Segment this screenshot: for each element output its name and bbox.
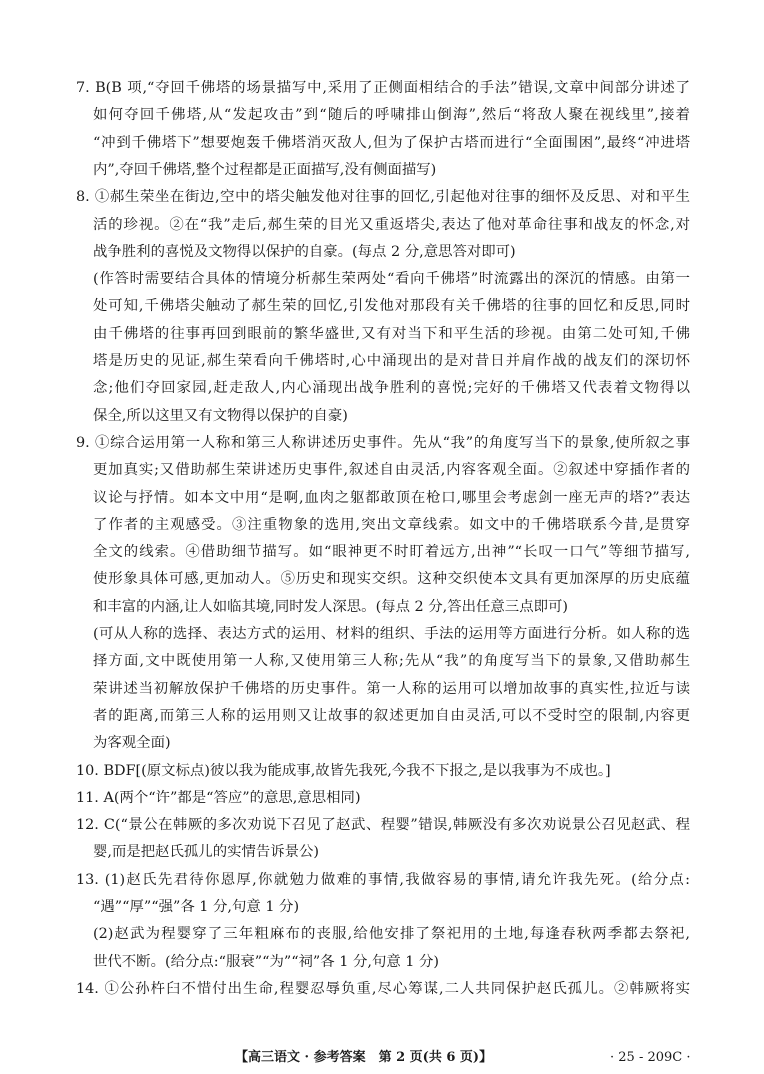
text-line: 全文的线索。④借助细节描写。如“眼神更不时盯着远方,出神”“长叹一口气”等细节描写,	[93, 544, 690, 561]
text-line: 活的珍视。②在“我”走后,郝生荣的目光又重返塔尖,表达了他对革命往事和战友的怀念,对	[93, 216, 690, 233]
text-line: 保全,所以这里又有文物得以保护的自豪)	[93, 407, 348, 424]
text-line: 荣讲述当初解放保护千佛塔的历史事件。第一人称的运用可以增加故事的真实性,拉近与读	[93, 680, 690, 697]
text-line: (2)赵武为程婴穿了三年粗麻布的丧服,给他安排了祭祀用的土地,每逢春秋两季都去祭祀,	[93, 926, 690, 943]
text-line: “冲到千佛塔下”想要炮轰千佛塔消灭敌人,但为了保护古塔而进行“全面围困”,最终“冲进塔	[93, 134, 690, 151]
text-line: 了作者的主观感受。③注重物象的选用,突出文章线索。如文中的千佛塔联系今昔,是贯穿	[93, 516, 690, 533]
text-line: 9. ①综合运用第一人称和第三人称讲述历史事件。先从“我”的角度写当下的景象,使所叙之事	[76, 434, 690, 451]
text-line: 11. A(两个“许”都是“答应”的意思,意思相同)	[76, 789, 361, 806]
text-line: 12. C(“景公在韩厥的多次劝说下召见了赵武、程婴”错误,韩厥没有多次劝说景公召见赵武、程	[76, 817, 690, 834]
footer-code: · 25 - 209C ·	[610, 1050, 691, 1065]
text-line: 内”,夺回千佛塔,整个过程都是正面描写,没有侧面描写)	[93, 161, 437, 178]
text-line: 由千佛塔的往事再回到眼前的繁华盛世,又有对当下和平生活的珍视。由第二处可知,千佛	[93, 325, 690, 342]
text-line: 13. (1)赵氏先君待你恩厚,你就勉力做难的事情,我做容易的事情,请允许我先死。(给分点:	[76, 871, 690, 888]
text-line: 8. ①郝生荣坐在街边,空中的塔尖触发他对往事的回忆,引起他对往事的细怀及反思、对和平生	[76, 189, 690, 206]
text-line: 战争胜利的喜悦及文物得以保护的自豪。(每点 2 分,意思答对即可)	[93, 243, 516, 260]
text-line: 使形象具体可感,更加动人。⑤历史和现实交织。这种交织使本文具有更加深厚的历史底蕴	[93, 571, 690, 588]
text-line: “遇”“厚”“强”各 1 分,句意 1 分)	[93, 899, 300, 915]
text-line: (可从人称的选择、表达方式的运用、材料的组织、手法的运用等方面进行分析。如人称的选	[93, 626, 690, 642]
text-line: 如何夺回千佛塔,从“发起攻击”到“随后的呼啸排山倒海”,然后“将敌人聚在视线里”,接着	[93, 107, 690, 124]
text-line: 塔是历史的见证,郝生荣看向千佛塔时,心中涌现出的是对昔日并肩作战的战友们的深切怀	[93, 353, 690, 369]
text-line: 和丰富的内涵,让人如临其境,同时发人深思。(每点 2 分,答出任意三点即可)	[93, 598, 568, 615]
text-line: 10. BDF[(原文标点)彼以我为能成事,故皆先我死,今我不下报之,是以我事为不成也。]	[76, 762, 611, 779]
text-line: 念;他们夺回家园,赶走敌人,内心涌现出战争胜利的喜悦;完好的千佛塔又代表着文物得以	[93, 380, 690, 397]
text-line: 世代不断。(给分点:“服衰”“为”“祠”各 1 分,句意 1 分)	[93, 953, 440, 970]
text-line: 者的距离,而第三人称的运用则又让故事的叙述更加自由灵活,可以不受时空的限制,内容更	[93, 707, 690, 724]
text-line: 为客观全面)	[93, 735, 171, 752]
text-line: (作答时需要结合具体的情境分析郝生荣两处“看向千佛塔”时流露出的深沉的情感。由第一	[93, 271, 690, 288]
text-line: 择方面,文中既使用第一人称,又使用第三人称;先从“我”的角度写当下的景象,又借助郝生	[93, 653, 690, 670]
text-line: 7. B(B 项,“夺回千佛塔的场景描写中,采用了正侧面相结合的手法”错误,文章中间部分讲述了	[76, 80, 690, 96]
text-line: 处可知,千佛塔尖触动了郝生荣的回忆,引发他对那段有关千佛塔的往事的回忆和反思,同时	[93, 298, 690, 315]
footer-page-info: 【高三语文 · 参考答案 第 2 页(共 6 页)】	[235, 1050, 493, 1065]
text-line: 更加真实;又借助郝生荣讲述历史事件,叙述自由灵活,内容客观全面。②叙述中穿插作者的	[93, 462, 690, 479]
text-line: 婴,而是把赵氏孤儿的实情告诉景公)	[93, 844, 320, 861]
text-line: 14. ①公孙杵臼不惜付出生命,程婴忍辱负重,尽心筹谋,二人共同保护赵氏孤儿。②韩厥将实	[76, 980, 690, 997]
page-footer	[0, 1048, 764, 1068]
text-line: 议论与抒情。如本文中用“是啊,血肉之躯都敢顶在枪口,哪里会考虑剑一座无声的塔?”表达	[93, 489, 690, 506]
